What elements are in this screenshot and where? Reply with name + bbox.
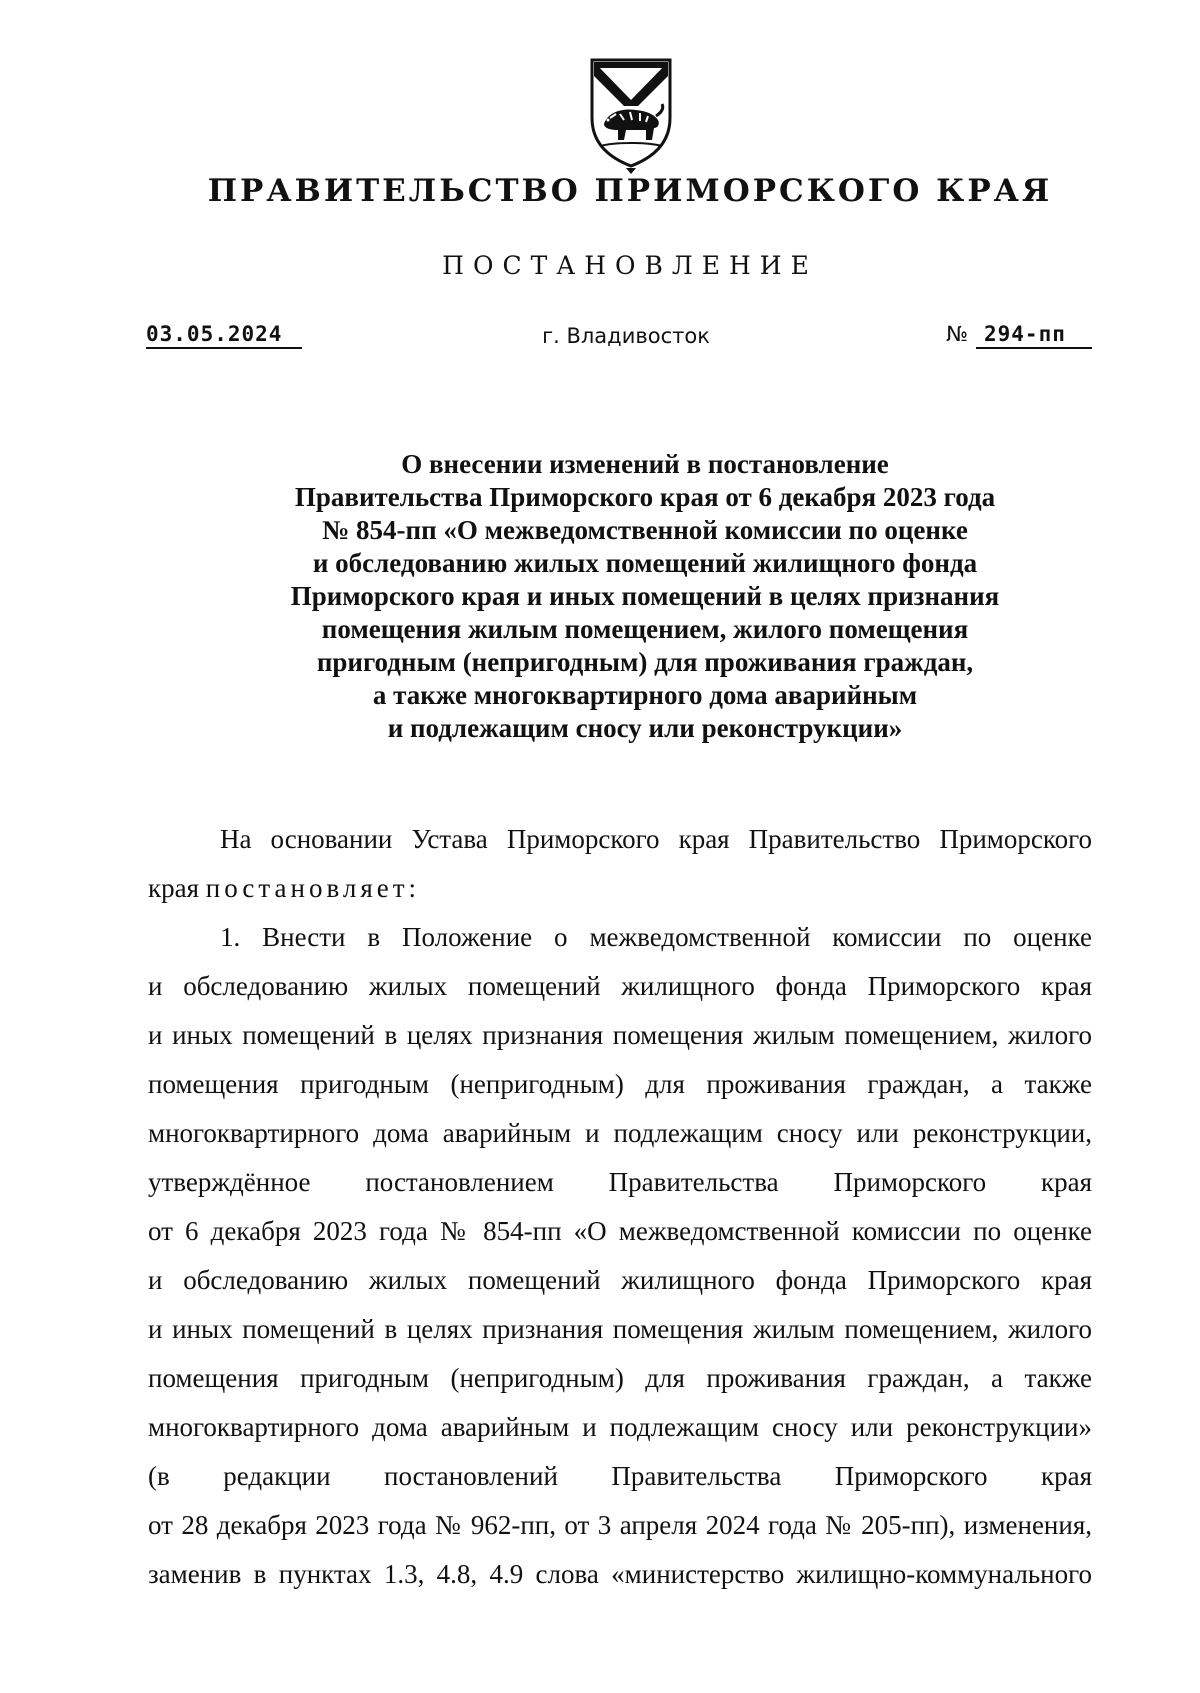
paragraph-line: (в редакции постановлений Правительства Приморского края bbox=[148, 1461, 1092, 1491]
document-date: 03.05.2024 bbox=[146, 322, 302, 349]
coat-of-arms-icon bbox=[586, 56, 676, 174]
paragraph-line: многоквартирного дома аварийным и подлежащим сносу или реконструкции, bbox=[148, 1118, 1092, 1148]
title-line: а также многоквартирного дома аварийным bbox=[372, 680, 918, 710]
number-sign: № bbox=[946, 322, 968, 346]
document-city: г. Владивосток bbox=[542, 324, 710, 348]
title-line: Приморского края и иных помещений в целях признания bbox=[290, 581, 1000, 611]
preamble-prefix: края bbox=[148, 873, 206, 903]
paragraph-line: от 28 декабря 2023 года № 962-пп, от 3 апреля 2024 года № 205-пп), изменения, bbox=[148, 1510, 1092, 1540]
paragraph-line: от 6 декабря 2023 года № 854-пп «О межведомственной комиссии по оценке bbox=[148, 1216, 1092, 1246]
number-value: 294-пп bbox=[976, 322, 1092, 349]
paragraph-line: и иных помещений в целях признания помещения жилым помещением, жилого bbox=[148, 1314, 1092, 1344]
document-number bbox=[946, 322, 1092, 349]
preamble-line: На основании Устава Приморского края Правительство Приморского bbox=[220, 824, 1092, 854]
paragraph-line: утверждённое постановлением Правительства Приморского края bbox=[148, 1167, 1092, 1197]
title-line: № 854-пп «О межведомственной комиссии по оценке bbox=[322, 515, 968, 545]
title-line: и подлежащим сносу или реконструкции» bbox=[387, 713, 903, 743]
paragraph-line: многоквартирного дома аварийным и подлежащим сносу или реконструкции» bbox=[148, 1412, 1092, 1442]
document-body bbox=[148, 815, 1092, 1599]
paragraph-line: и иных помещений в целях признания помещения жилым помещением, жилого bbox=[148, 1020, 1092, 1050]
decree-keyword: постановляет: bbox=[205, 873, 421, 903]
title-line: помещения жилым помещением, жилого помещения bbox=[321, 614, 969, 644]
paragraph-line: 1. Внести в Положение о межведомственной комиссии по оценке bbox=[220, 922, 1092, 952]
paragraph-line: помещения пригодным (непригодным) для проживания граждан, а также bbox=[148, 1363, 1092, 1393]
document-title bbox=[200, 448, 1090, 745]
paragraph-line: помещения пригодным (непригодным) для проживания граждан, а также bbox=[148, 1069, 1092, 1099]
title-line: О внесении изменений в постановление bbox=[401, 449, 889, 479]
document-meta bbox=[146, 322, 1092, 358]
paragraph-line: и обследованию жилых помещений жилищного фонда Приморского края bbox=[148, 971, 1092, 1001]
paragraph-line: заменив в пунктах 1.3, 4.8, 4.9 слова «министерство жилищно-коммунального bbox=[148, 1559, 1092, 1589]
title-line: пригодным (непригодным) для проживания граждан, bbox=[316, 647, 974, 677]
title-line: Правительства Приморского края от 6 декабря 2023 года bbox=[294, 482, 996, 512]
government-title: ПРАВИТЕЛЬСТВО ПРИМОРСКОГО КРАЯ bbox=[207, 173, 1053, 209]
paragraph-line: и обследованию жилых помещений жилищного фонда Приморского края bbox=[148, 1265, 1092, 1295]
preamble-line bbox=[148, 864, 1092, 913]
document-type: ПОСТАНОВЛЕНИЕ bbox=[442, 251, 818, 280]
title-line: и обследованию жилых помещений жилищного фонда bbox=[312, 548, 978, 578]
